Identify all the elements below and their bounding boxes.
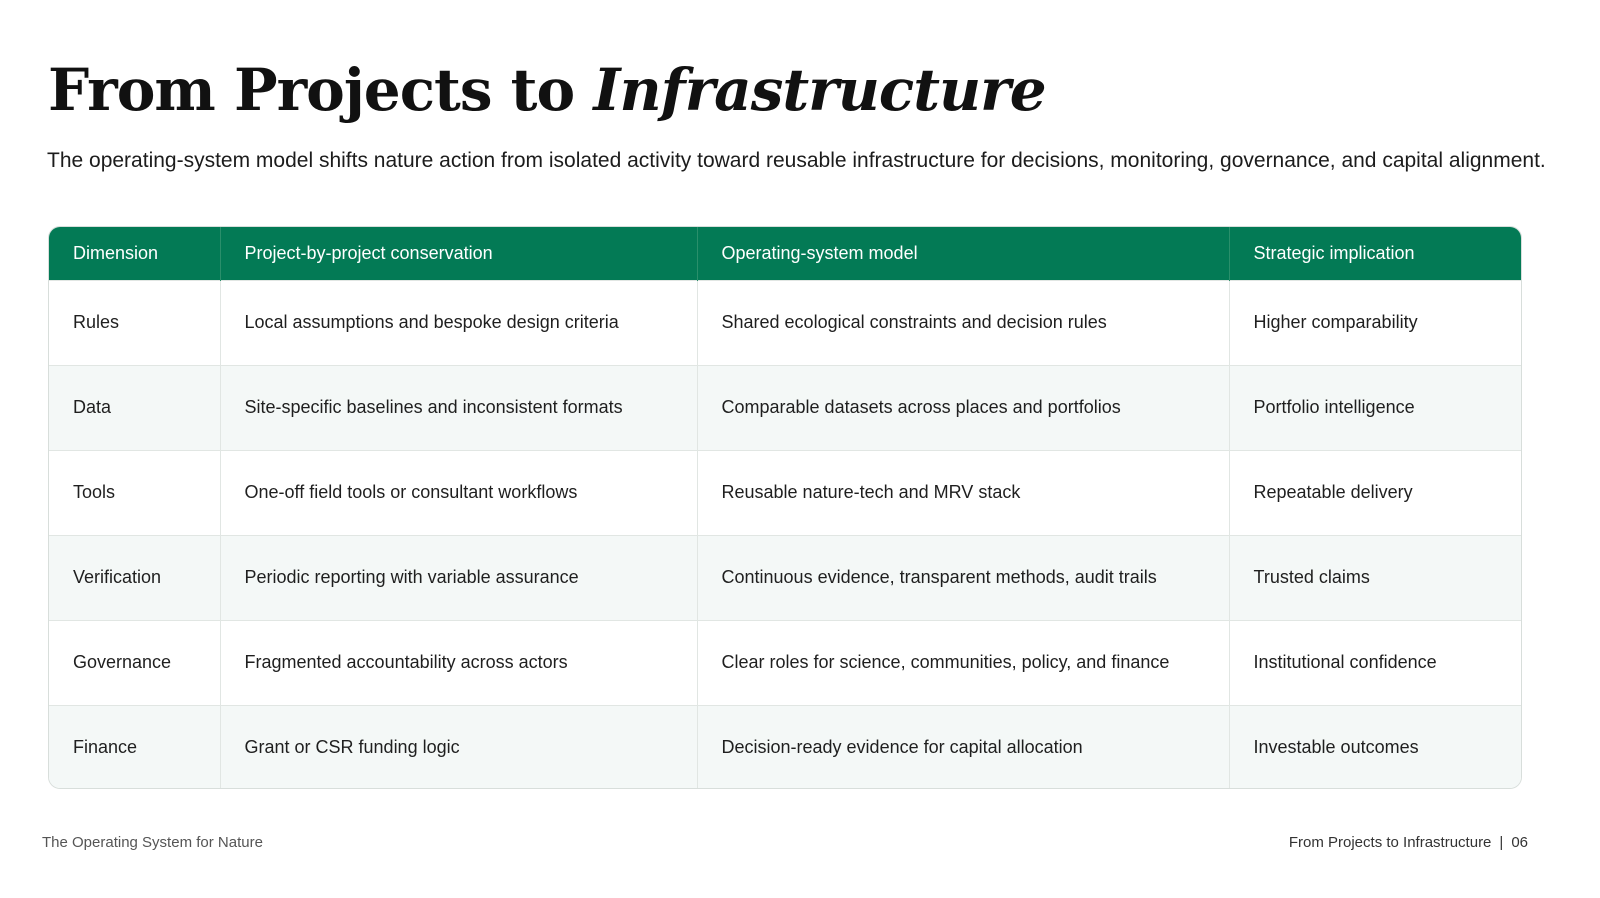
slide-title (48, 54, 1046, 126)
footer-section-title: From Projects to Infrastructure (1288, 834, 1492, 851)
table-row (49, 705, 1522, 789)
cell-implication: Trusted claims (1229, 535, 1522, 620)
cell-dimension: Verification (49, 535, 220, 620)
header-project-by-project: Project-by-project conservation (220, 227, 697, 280)
cell-dimension: Finance (49, 705, 220, 789)
cell-implication: Institutional confidence (1229, 620, 1522, 705)
comparison-table-container (48, 226, 1522, 789)
table-row (49, 620, 1522, 705)
footer-deck-title: The Operating System for Nature (42, 834, 263, 851)
cell-operating-system: Shared ecological constraints and decision rules (697, 280, 1229, 365)
cell-operating-system: Reusable nature-tech and MRV stack (697, 450, 1229, 535)
title-plain: From Projects to (48, 56, 594, 124)
slide-subtitle: The operating-system model shifts nature action from isolated activity toward reusable infrastructure for decisions, monitoring, governance, and capital alignment. (47, 149, 1546, 172)
cell-operating-system: Continuous evidence, transparent methods, audit trails (697, 535, 1229, 620)
cell-project: One-off field tools or consultant workflows (220, 450, 697, 535)
cell-dimension: Tools (49, 450, 220, 535)
table-row (49, 280, 1522, 365)
table-row (49, 365, 1522, 450)
table-row (49, 535, 1522, 620)
cell-project: Site-specific baselines and inconsistent formats (220, 365, 697, 450)
cell-implication: Investable outcomes (1229, 705, 1522, 789)
cell-implication: Repeatable delivery (1229, 450, 1522, 535)
table-row (49, 450, 1522, 535)
cell-project: Local assumptions and bespoke design criteria (220, 280, 697, 365)
cell-implication: Portfolio intelligence (1229, 365, 1522, 450)
cell-project: Fragmented accountability across actors (220, 620, 697, 705)
title-emphasis: Infrastructure (593, 56, 1046, 124)
comparison-table (49, 227, 1522, 789)
cell-dimension: Data (49, 365, 220, 450)
footer-section-info (1289, 834, 1528, 851)
cell-operating-system: Clear roles for science, communities, policy, and finance (697, 620, 1229, 705)
footer-separator: | (1499, 834, 1504, 851)
cell-dimension: Governance (49, 620, 220, 705)
header-operating-system: Operating-system model (697, 227, 1229, 280)
cell-project: Periodic reporting with variable assurance (220, 535, 697, 620)
cell-dimension: Rules (49, 280, 220, 365)
cell-project: Grant or CSR funding logic (220, 705, 697, 789)
cell-operating-system: Comparable datasets across places and portfolios (697, 365, 1229, 450)
cell-implication: Higher comparability (1229, 280, 1522, 365)
table-header-row (49, 227, 1522, 280)
cell-operating-system: Decision-ready evidence for capital allocation (697, 705, 1229, 789)
header-dimension: Dimension (49, 227, 220, 280)
page-number: 06 (1511, 834, 1528, 851)
header-strategic-implication: Strategic implication (1229, 227, 1522, 280)
